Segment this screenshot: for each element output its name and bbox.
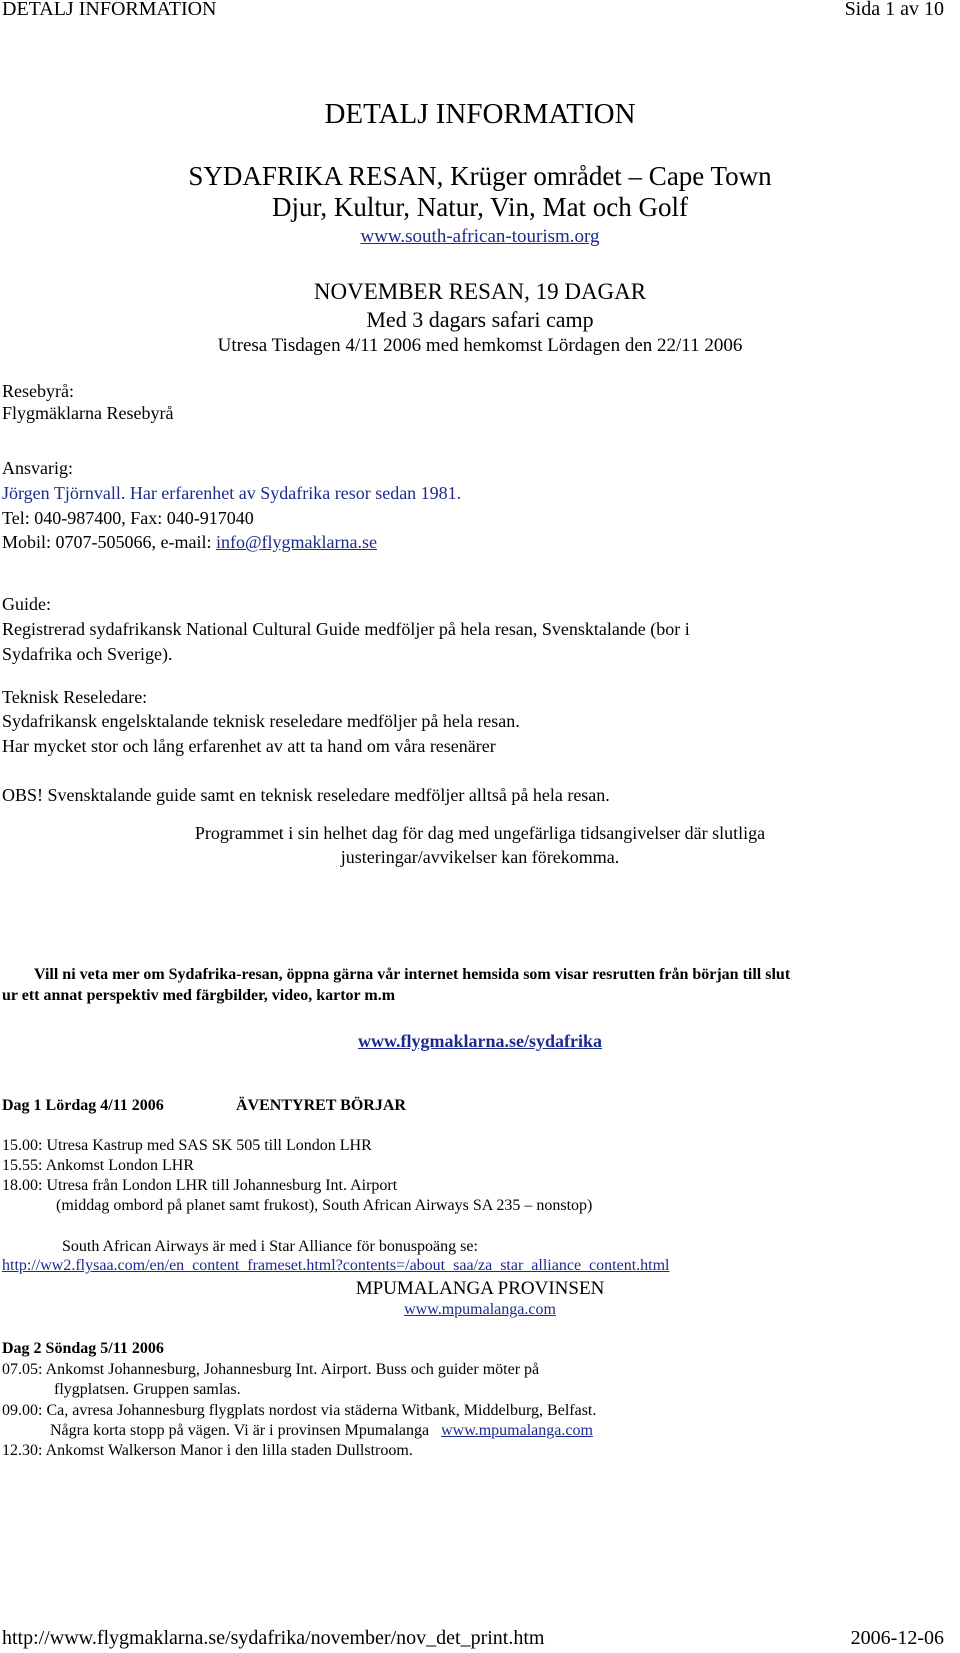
- responsible-tel: Tel: 040-987400, Fax: 040-917040: [2, 508, 254, 528]
- responsible-label: Ansvarig:: [2, 458, 73, 478]
- agency-name: Flygmäklarna Resebyrå: [2, 403, 174, 423]
- province-title: MPUMALANGA PROVINSEN: [355, 1278, 605, 1299]
- trip-dates: Utresa Tisdagen 4/11 2006 med hemkomst Lördagen den 22/11 2006: [217, 335, 743, 356]
- day1-title: ÄVENTYRET BÖRJAR: [236, 1097, 406, 1114]
- trip-subtitle: Med 3 dagars safari camp: [366, 307, 594, 332]
- day2-mpumalanga-link[interactable]: www.mpumalanga.com: [441, 1422, 593, 1439]
- program-note-line2: justeringar/avvikelser kan förekomma.: [340, 847, 620, 867]
- tech-leader-label: Teknisk Reseledare:: [2, 687, 148, 707]
- footer-date: 2006-12-06: [850, 1627, 944, 1649]
- tech-leader-line2: Har mycket stor och lång erfarenhet av att ta hand om våra resenärer: [2, 736, 496, 756]
- page-title: DETALJ INFORMATION: [324, 98, 636, 130]
- page-counter: Sida 1 av 10: [844, 0, 944, 20]
- alliance-link[interactable]: http://ww2.flysaa.com/en/en_content_frameset.html?contents=/about_saa/za_star_alliance_content.html: [2, 1257, 670, 1274]
- email-link[interactable]: info@flygmaklarna.se: [215, 532, 378, 552]
- day2-line1: 07.05: Ankomst Johannesburg, Johannesburg Int. Airport. Buss och guider möter på: [2, 1361, 540, 1378]
- day1-line1: 15.00: Utresa Kastrup med SAS SK 505 till London LHR: [2, 1137, 372, 1154]
- province-link[interactable]: www.mpumalanga.com: [404, 1301, 556, 1318]
- subtitle-destination: SYDAFRIKA RESAN, Krüger området – Cape Town: [188, 161, 772, 191]
- footer-url: http://www.flygmaklarna.se/sydafrika/november/nov_det_print.htm: [2, 1627, 545, 1649]
- day2-line5: 12.30: Ankomst Walkerson Manor i den lilla staden Dullstroom.: [2, 1442, 413, 1459]
- subtitle-themes: Djur, Kultur, Natur, Vin, Mat och Golf: [271, 192, 689, 222]
- responsible-experience: Har erfarenhet av Sydafrika resor sedan 1981.: [129, 483, 462, 503]
- program-note-line1: Programmet i sin helhet dag för dag med ungefärliga tidsangivelser där slutliga: [194, 823, 766, 843]
- sydafrika-link[interactable]: www.flygmaklarna.se/sydafrika: [357, 1031, 602, 1051]
- day2-heading: Dag 2 Söndag 5/11 2006: [2, 1340, 164, 1357]
- tech-leader-line1: Sydafrikansk engelsktalande teknisk reseledare medföljer på hela resan.: [2, 711, 520, 731]
- responsible-mobile: [2, 532, 377, 553]
- day1-line3: 18.00: Utresa från London LHR till Johannesburg Int. Airport: [2, 1177, 398, 1194]
- responsible-name: Jörgen Tjörnvall.: [2, 483, 126, 503]
- alliance-note: South African Airways är med i Star Alliance för bonuspoäng se:: [62, 1238, 478, 1255]
- day2-line2: flygplatsen. Gruppen samlas.: [54, 1381, 241, 1398]
- obs-note: OBS! Svensktalande guide samt en teknisk reseledare medföljer alltså på hela resan.: [2, 785, 610, 805]
- responsible-line: [2, 483, 461, 504]
- day1-line2: 15.55: Ankomst London LHR: [2, 1157, 195, 1174]
- header-left: DETALJ INFORMATION: [2, 0, 217, 20]
- day1-line4: (middag ombord på planet samt frukost), South African Airways SA 235 – nonstop): [56, 1197, 593, 1214]
- mobile-prefix: Mobil: 0707-505066, e-mail:: [2, 532, 212, 552]
- day2-line3: 09.00: Ca, avresa Johannesburg flygplats nordost via städerna Witbank, Middelburg, Belfast.: [2, 1402, 597, 1419]
- more-info-line2: ur ett annat perspektiv med färgbilder, video, kartor m.m: [2, 987, 396, 1004]
- trip-title: NOVEMBER RESAN, 19 DAGAR: [313, 279, 647, 304]
- tourism-link[interactable]: www.south-african-tourism.org: [360, 226, 600, 247]
- day1-heading: Dag 1 Lördag 4/11 2006: [2, 1097, 164, 1114]
- day2-line4-text: Några korta stopp på vägen. Vi är i provinsen Mpumalanga: [50, 1422, 430, 1439]
- guide-text-line2: Sydafrika och Sverige).: [2, 644, 173, 664]
- day2-line4: [50, 1422, 593, 1440]
- more-info-line1: Vill ni veta mer om Sydafrika-resan, öppna gärna vår internet hemsida som visar resrutten från början till slut: [34, 966, 791, 983]
- guide-label: Guide:: [2, 594, 51, 614]
- guide-text-line1: Registrerad sydafrikansk National Cultural Guide medföljer på hela resan, Svensktalande (bor i: [2, 619, 690, 639]
- agency-label: Resebyrå:: [2, 381, 74, 401]
